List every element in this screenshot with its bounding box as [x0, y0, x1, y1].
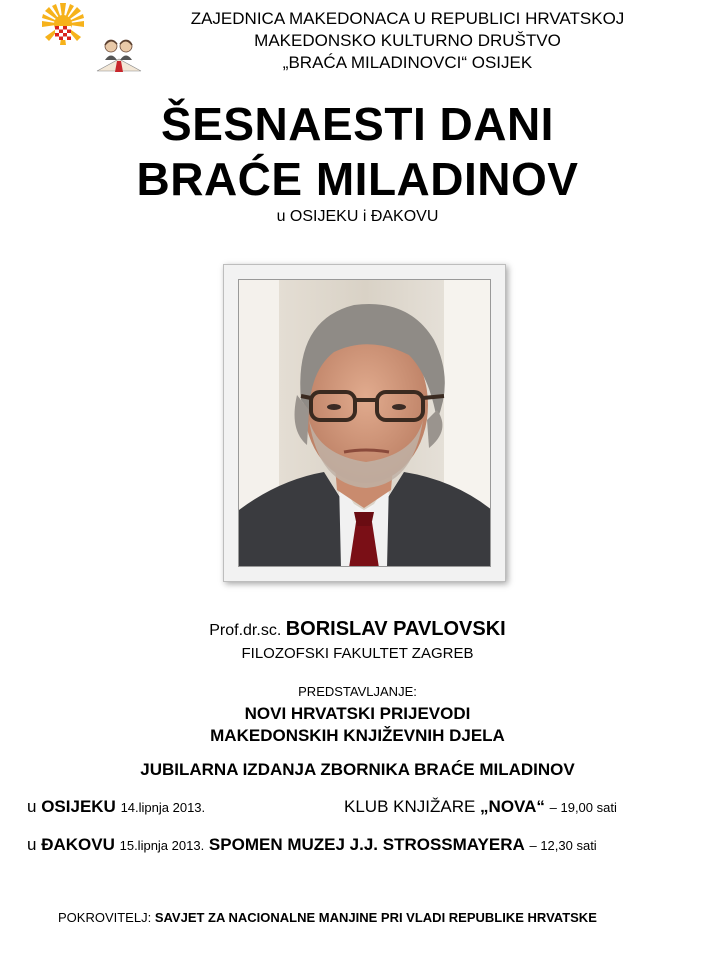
portrait-frame [223, 264, 506, 582]
organization-line-3: „BRAĆA MILADINOVCI“ OSIJEK [282, 53, 533, 72]
sponsor-name: SAVJET ZA NACIONALNE MANJINE PRI VLADI REPUBLIKE HRVATSKE [154, 910, 597, 925]
event-city: ĐAKOVU [41, 835, 115, 854]
event-title-line-2: BRAĆE MILADINOV [136, 153, 579, 205]
event-osijek-venue [344, 797, 617, 817]
organization-line-1: ZAJEDNICA MAKEDONACA U REPUBLICI HRVATSKOJ [190, 9, 625, 28]
presentation-line-2: MAKEDONSKIH KNJIŽEVNIH DJELA [210, 726, 505, 745]
presentation-line-3: JUBILARNA IZDANJA ZBORNIKA BRAĆE MILADINOV [140, 760, 575, 779]
event-preposition: u [27, 797, 37, 816]
event-djakovo [27, 835, 597, 855]
speaker-name-line [0, 618, 715, 641]
presentation-line-1: NOVI HRVATSKI PRIJEVODI [244, 704, 471, 723]
macedonian-sun-logo-icon [41, 2, 85, 46]
presentation-label: PREDSTAVLJANJE: [298, 684, 417, 699]
event-title-line-1: ŠESNAESTI DANI [161, 98, 554, 150]
venue-prefix: KLUB KNJIŽARE [344, 797, 476, 816]
speaker-affiliation: FILOZOFSKI FAKULTET ZAGREB [241, 645, 474, 662]
organization-line-2: MAKEDONSKO KULTURNO DRUŠTVO [254, 31, 561, 50]
venue-quote-open: „ [480, 797, 489, 816]
sponsor-label: POKROVITELJ: [58, 910, 152, 925]
venue-name: SPOMEN MUZEJ J.J. STROSSMAYERA [208, 835, 525, 854]
event-date: 14.lipnja 2013. [120, 800, 206, 815]
speaker-name: BORISLAV PAVLOVSKI [285, 618, 506, 640]
event-osijek [27, 797, 205, 817]
venue-name: NOVA [488, 797, 537, 816]
event-date: 15.lipnja 2013. [119, 838, 205, 853]
event-preposition: u [27, 835, 37, 854]
sponsor-line [58, 910, 597, 925]
event-city: OSIJEKU [41, 797, 116, 816]
event-time: – 12,30 sati [529, 838, 597, 853]
speaker-title-prefix: Prof.dr.sc. [209, 622, 282, 639]
venue-quote-close: “ [536, 797, 545, 816]
speaker-portrait-photo [238, 279, 491, 567]
event-subtitle: u OSIJEKU i ĐAKOVU [276, 208, 439, 225]
event-time: – 19,00 sati [549, 800, 617, 815]
